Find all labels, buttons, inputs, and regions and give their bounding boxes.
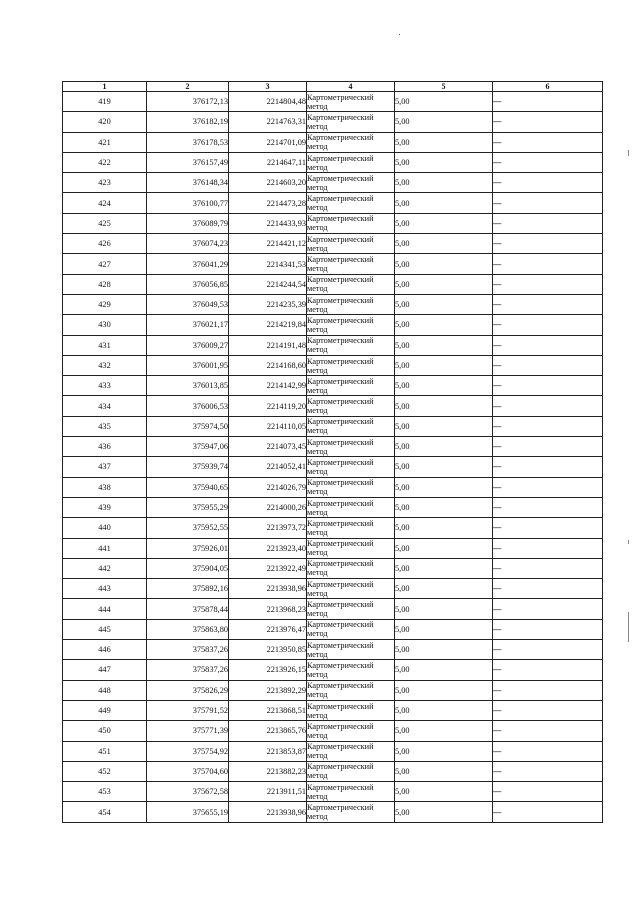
table-row <box>63 457 603 477</box>
note-cell: — <box>493 640 603 660</box>
method-cell: Картометрический метод <box>307 802 395 822</box>
x-coordinate-cell: 376182,19 <box>147 112 229 132</box>
note-cell: — <box>493 355 603 375</box>
point-number-cell: 439 <box>63 497 147 517</box>
point-number-cell: 440 <box>63 518 147 538</box>
x-coordinate-cell: 376006,53 <box>147 396 229 416</box>
point-number-cell: 432 <box>63 355 147 375</box>
table-row <box>63 660 603 680</box>
y-coordinate-cell: 2213938,96 <box>229 802 307 822</box>
y-coordinate-cell: 2214026,79 <box>229 477 307 497</box>
table-row <box>63 254 603 274</box>
table-row <box>63 376 603 396</box>
note-cell: — <box>493 396 603 416</box>
x-coordinate-cell: 376172,13 <box>147 92 229 112</box>
point-number-cell: 450 <box>63 721 147 741</box>
accuracy-cell: 5,00 <box>395 376 493 396</box>
x-coordinate-cell: 376178,53 <box>147 132 229 152</box>
x-coordinate-cell: 375655,19 <box>147 802 229 822</box>
method-cell: Картометрический метод <box>307 274 395 294</box>
note-cell: — <box>493 457 603 477</box>
table-row <box>63 396 603 416</box>
accuracy-cell: 5,00 <box>395 802 493 822</box>
point-number-cell: 435 <box>63 416 147 436</box>
point-number-cell: 451 <box>63 741 147 761</box>
x-coordinate-cell: 375826,29 <box>147 680 229 700</box>
x-coordinate-cell: 375672,58 <box>147 782 229 802</box>
note-cell: — <box>493 112 603 132</box>
y-coordinate-cell: 2214191,48 <box>229 335 307 355</box>
x-coordinate-cell: 375904,05 <box>147 558 229 578</box>
x-coordinate-cell: 376089,79 <box>147 213 229 233</box>
note-cell: — <box>493 660 603 680</box>
table-row <box>63 173 603 193</box>
accuracy-cell: 5,00 <box>395 721 493 741</box>
method-cell: Картометрический метод <box>307 315 395 335</box>
point-number-cell: 419 <box>63 92 147 112</box>
y-coordinate-cell: 2213973,72 <box>229 518 307 538</box>
table-row <box>63 193 603 213</box>
note-cell: — <box>493 558 603 578</box>
x-coordinate-cell: 375863,80 <box>147 619 229 639</box>
accuracy-cell: 5,00 <box>395 274 493 294</box>
column-header-4: 4 <box>307 82 395 92</box>
note-cell: — <box>493 376 603 396</box>
table-row <box>63 700 603 720</box>
scan-edge-mark <box>628 612 629 642</box>
table-row <box>63 132 603 152</box>
method-cell: Картометрический метод <box>307 92 395 112</box>
point-number-cell: 429 <box>63 294 147 314</box>
method-cell: Картометрический метод <box>307 477 395 497</box>
x-coordinate-cell: 375926,01 <box>147 538 229 558</box>
note-cell: — <box>493 518 603 538</box>
accuracy-cell: 5,00 <box>395 416 493 436</box>
y-coordinate-cell: 2214647,11 <box>229 152 307 172</box>
table-row <box>63 538 603 558</box>
method-cell: Картометрический метод <box>307 579 395 599</box>
accuracy-cell: 5,00 <box>395 193 493 213</box>
x-coordinate-cell: 376013,85 <box>147 376 229 396</box>
table-row <box>63 497 603 517</box>
point-number-cell: 422 <box>63 152 147 172</box>
method-cell: Картометрический метод <box>307 741 395 761</box>
table-row <box>63 721 603 741</box>
x-coordinate-cell: 375939,74 <box>147 457 229 477</box>
table-row <box>63 112 603 132</box>
table-row <box>63 761 603 781</box>
accuracy-cell: 5,00 <box>395 112 493 132</box>
table-row <box>63 152 603 172</box>
method-cell: Картометрический метод <box>307 457 395 477</box>
header-row <box>63 82 603 92</box>
table-row <box>63 640 603 660</box>
y-coordinate-cell: 2214433,93 <box>229 213 307 233</box>
point-number-cell: 446 <box>63 640 147 660</box>
method-cell: Картометрический метод <box>307 538 395 558</box>
y-coordinate-cell: 2214341,53 <box>229 254 307 274</box>
y-coordinate-cell: 2214603,20 <box>229 173 307 193</box>
x-coordinate-cell: 376157,49 <box>147 152 229 172</box>
y-coordinate-cell: 2214052,41 <box>229 457 307 477</box>
table-row <box>63 274 603 294</box>
table-row <box>63 294 603 314</box>
note-cell: — <box>493 234 603 254</box>
method-cell: Картометрический метод <box>307 294 395 314</box>
x-coordinate-cell: 376100,77 <box>147 193 229 213</box>
x-coordinate-cell: 375892,16 <box>147 579 229 599</box>
point-number-cell: 448 <box>63 680 147 700</box>
x-coordinate-cell: 376074,23 <box>147 234 229 254</box>
y-coordinate-cell: 2213976,47 <box>229 619 307 639</box>
accuracy-cell: 5,00 <box>395 173 493 193</box>
table-row <box>63 234 603 254</box>
point-number-cell: 433 <box>63 376 147 396</box>
table-row <box>63 558 603 578</box>
table-row <box>63 416 603 436</box>
y-coordinate-cell: 2214244,54 <box>229 274 307 294</box>
method-cell: Картометрический метод <box>307 335 395 355</box>
y-coordinate-cell: 2213865,76 <box>229 721 307 741</box>
method-cell: Картометрический метод <box>307 782 395 802</box>
x-coordinate-cell: 375940,65 <box>147 477 229 497</box>
y-coordinate-cell: 2214168,60 <box>229 355 307 375</box>
method-cell: Картометрический метод <box>307 173 395 193</box>
note-cell: — <box>493 680 603 700</box>
y-coordinate-cell: 2213938,96 <box>229 579 307 599</box>
accuracy-cell: 5,00 <box>395 437 493 457</box>
y-coordinate-cell: 2213968,23 <box>229 599 307 619</box>
accuracy-cell: 5,00 <box>395 132 493 152</box>
table-row <box>63 741 603 761</box>
table-row <box>63 518 603 538</box>
note-cell: — <box>493 274 603 294</box>
note-cell: — <box>493 538 603 558</box>
note-cell: — <box>493 173 603 193</box>
scan-speck <box>399 34 400 35</box>
x-coordinate-cell: 376056,85 <box>147 274 229 294</box>
point-number-cell: 449 <box>63 700 147 720</box>
accuracy-cell: 5,00 <box>395 294 493 314</box>
note-cell: — <box>493 477 603 497</box>
accuracy-cell: 5,00 <box>395 477 493 497</box>
table-row <box>63 579 603 599</box>
accuracy-cell: 5,00 <box>395 355 493 375</box>
note-cell: — <box>493 700 603 720</box>
accuracy-cell: 5,00 <box>395 680 493 700</box>
point-number-cell: 436 <box>63 437 147 457</box>
point-number-cell: 426 <box>63 234 147 254</box>
table-row <box>63 315 603 335</box>
x-coordinate-cell: 376041,29 <box>147 254 229 274</box>
y-coordinate-cell: 2213868,51 <box>229 700 307 720</box>
x-coordinate-cell: 375754,92 <box>147 741 229 761</box>
note-cell: — <box>493 721 603 741</box>
x-coordinate-cell: 375955,29 <box>147 497 229 517</box>
method-cell: Картометрический метод <box>307 518 395 538</box>
y-coordinate-cell: 2213882,23 <box>229 761 307 781</box>
x-coordinate-cell: 375791,52 <box>147 700 229 720</box>
column-header-2: 2 <box>147 82 229 92</box>
note-cell: — <box>493 802 603 822</box>
y-coordinate-cell: 2214073,45 <box>229 437 307 457</box>
x-coordinate-cell: 375837,26 <box>147 660 229 680</box>
method-cell: Картометрический метод <box>307 254 395 274</box>
y-coordinate-cell: 2214110,05 <box>229 416 307 436</box>
y-coordinate-cell: 2213923,40 <box>229 538 307 558</box>
table-row <box>63 335 603 355</box>
accuracy-cell: 5,00 <box>395 518 493 538</box>
note-cell: — <box>493 254 603 274</box>
x-coordinate-cell: 375704,60 <box>147 761 229 781</box>
column-header-3: 3 <box>229 82 307 92</box>
method-cell: Картометрический метод <box>307 355 395 375</box>
y-coordinate-cell: 2214473,28 <box>229 193 307 213</box>
point-number-cell: 427 <box>63 254 147 274</box>
x-coordinate-cell: 375952,55 <box>147 518 229 538</box>
table-row <box>63 680 603 700</box>
table-body <box>63 92 603 823</box>
y-coordinate-cell: 2213853,87 <box>229 741 307 761</box>
point-number-cell: 437 <box>63 457 147 477</box>
note-cell: — <box>493 619 603 639</box>
y-coordinate-cell: 2214142,99 <box>229 376 307 396</box>
accuracy-cell: 5,00 <box>395 335 493 355</box>
note-cell: — <box>493 416 603 436</box>
accuracy-cell: 5,00 <box>395 599 493 619</box>
accuracy-cell: 5,00 <box>395 558 493 578</box>
point-number-cell: 443 <box>63 579 147 599</box>
scan-edge-mark <box>628 150 629 156</box>
table-row <box>63 619 603 639</box>
y-coordinate-cell: 2214701,09 <box>229 132 307 152</box>
note-cell: — <box>493 152 603 172</box>
method-cell: Картометрический метод <box>307 376 395 396</box>
method-cell: Картометрический метод <box>307 213 395 233</box>
point-number-cell: 434 <box>63 396 147 416</box>
table-header <box>63 82 603 92</box>
point-number-cell: 423 <box>63 173 147 193</box>
point-number-cell: 453 <box>63 782 147 802</box>
accuracy-cell: 5,00 <box>395 579 493 599</box>
y-coordinate-cell: 2213922,49 <box>229 558 307 578</box>
table-row <box>63 355 603 375</box>
method-cell: Картометрический метод <box>307 396 395 416</box>
point-number-cell: 454 <box>63 802 147 822</box>
table-row <box>63 213 603 233</box>
point-number-cell: 431 <box>63 335 147 355</box>
method-cell: Картометрический метод <box>307 416 395 436</box>
x-coordinate-cell: 376148,34 <box>147 173 229 193</box>
note-cell: — <box>493 132 603 152</box>
point-number-cell: 420 <box>63 112 147 132</box>
accuracy-cell: 5,00 <box>395 761 493 781</box>
table-row <box>63 599 603 619</box>
method-cell: Картометрический метод <box>307 599 395 619</box>
method-cell: Картометрический метод <box>307 680 395 700</box>
x-coordinate-cell: 375771,39 <box>147 721 229 741</box>
x-coordinate-cell: 375974,50 <box>147 416 229 436</box>
note-cell: — <box>493 761 603 781</box>
note-cell: — <box>493 92 603 112</box>
table-row <box>63 92 603 112</box>
point-number-cell: 438 <box>63 477 147 497</box>
column-header-6: 6 <box>493 82 603 92</box>
method-cell: Картометрический метод <box>307 437 395 457</box>
accuracy-cell: 5,00 <box>395 315 493 335</box>
accuracy-cell: 5,00 <box>395 92 493 112</box>
method-cell: Картометрический метод <box>307 234 395 254</box>
accuracy-cell: 5,00 <box>395 660 493 680</box>
accuracy-cell: 5,00 <box>395 782 493 802</box>
note-cell: — <box>493 193 603 213</box>
y-coordinate-cell: 2213950,85 <box>229 640 307 660</box>
point-number-cell: 428 <box>63 274 147 294</box>
x-coordinate-cell: 376021,17 <box>147 315 229 335</box>
accuracy-cell: 5,00 <box>395 619 493 639</box>
point-number-cell: 442 <box>63 558 147 578</box>
x-coordinate-cell: 376009,27 <box>147 335 229 355</box>
note-cell: — <box>493 599 603 619</box>
y-coordinate-cell: 2214421,12 <box>229 234 307 254</box>
accuracy-cell: 5,00 <box>395 741 493 761</box>
method-cell: Картометрический метод <box>307 660 395 680</box>
y-coordinate-cell: 2213911,51 <box>229 782 307 802</box>
accuracy-cell: 5,00 <box>395 396 493 416</box>
accuracy-cell: 5,00 <box>395 497 493 517</box>
accuracy-cell: 5,00 <box>395 700 493 720</box>
method-cell: Картометрический метод <box>307 112 395 132</box>
scan-edge-mark <box>628 540 629 544</box>
table-row <box>63 437 603 457</box>
accuracy-cell: 5,00 <box>395 538 493 558</box>
method-cell: Картометрический метод <box>307 619 395 639</box>
y-coordinate-cell: 2214119,20 <box>229 396 307 416</box>
note-cell: — <box>493 741 603 761</box>
note-cell: — <box>493 497 603 517</box>
point-number-cell: 441 <box>63 538 147 558</box>
note-cell: — <box>493 294 603 314</box>
x-coordinate-cell: 375878,44 <box>147 599 229 619</box>
column-header-1: 1 <box>63 82 147 92</box>
point-number-cell: 452 <box>63 761 147 781</box>
column-header-5: 5 <box>395 82 493 92</box>
y-coordinate-cell: 2213926,15 <box>229 660 307 680</box>
table-row <box>63 477 603 497</box>
method-cell: Картометрический метод <box>307 497 395 517</box>
method-cell: Картометрический метод <box>307 640 395 660</box>
coordinates-table <box>62 81 603 823</box>
method-cell: Картометрический метод <box>307 152 395 172</box>
y-coordinate-cell: 2214219,84 <box>229 315 307 335</box>
point-number-cell: 424 <box>63 193 147 213</box>
x-coordinate-cell: 376001,95 <box>147 355 229 375</box>
note-cell: — <box>493 437 603 457</box>
note-cell: — <box>493 335 603 355</box>
point-number-cell: 430 <box>63 315 147 335</box>
method-cell: Картометрический метод <box>307 193 395 213</box>
table-row <box>63 802 603 822</box>
accuracy-cell: 5,00 <box>395 254 493 274</box>
x-coordinate-cell: 375837,26 <box>147 640 229 660</box>
note-cell: — <box>493 213 603 233</box>
point-number-cell: 445 <box>63 619 147 639</box>
point-number-cell: 447 <box>63 660 147 680</box>
point-number-cell: 444 <box>63 599 147 619</box>
point-number-cell: 421 <box>63 132 147 152</box>
method-cell: Картометрический метод <box>307 761 395 781</box>
table-row <box>63 782 603 802</box>
y-coordinate-cell: 2214000,26 <box>229 497 307 517</box>
accuracy-cell: 5,00 <box>395 152 493 172</box>
accuracy-cell: 5,00 <box>395 213 493 233</box>
method-cell: Картометрический метод <box>307 558 395 578</box>
x-coordinate-cell: 376049,53 <box>147 294 229 314</box>
accuracy-cell: 5,00 <box>395 457 493 477</box>
method-cell: Картометрический метод <box>307 721 395 741</box>
y-coordinate-cell: 2213892,29 <box>229 680 307 700</box>
method-cell: Картометрический метод <box>307 700 395 720</box>
note-cell: — <box>493 579 603 599</box>
y-coordinate-cell: 2214763,31 <box>229 112 307 132</box>
accuracy-cell: 5,00 <box>395 640 493 660</box>
note-cell: — <box>493 782 603 802</box>
point-number-cell: 425 <box>63 213 147 233</box>
method-cell: Картометрический метод <box>307 132 395 152</box>
y-coordinate-cell: 2214235,39 <box>229 294 307 314</box>
y-coordinate-cell: 2214804,48 <box>229 92 307 112</box>
x-coordinate-cell: 375947,06 <box>147 437 229 457</box>
note-cell: — <box>493 315 603 335</box>
accuracy-cell: 5,00 <box>395 234 493 254</box>
